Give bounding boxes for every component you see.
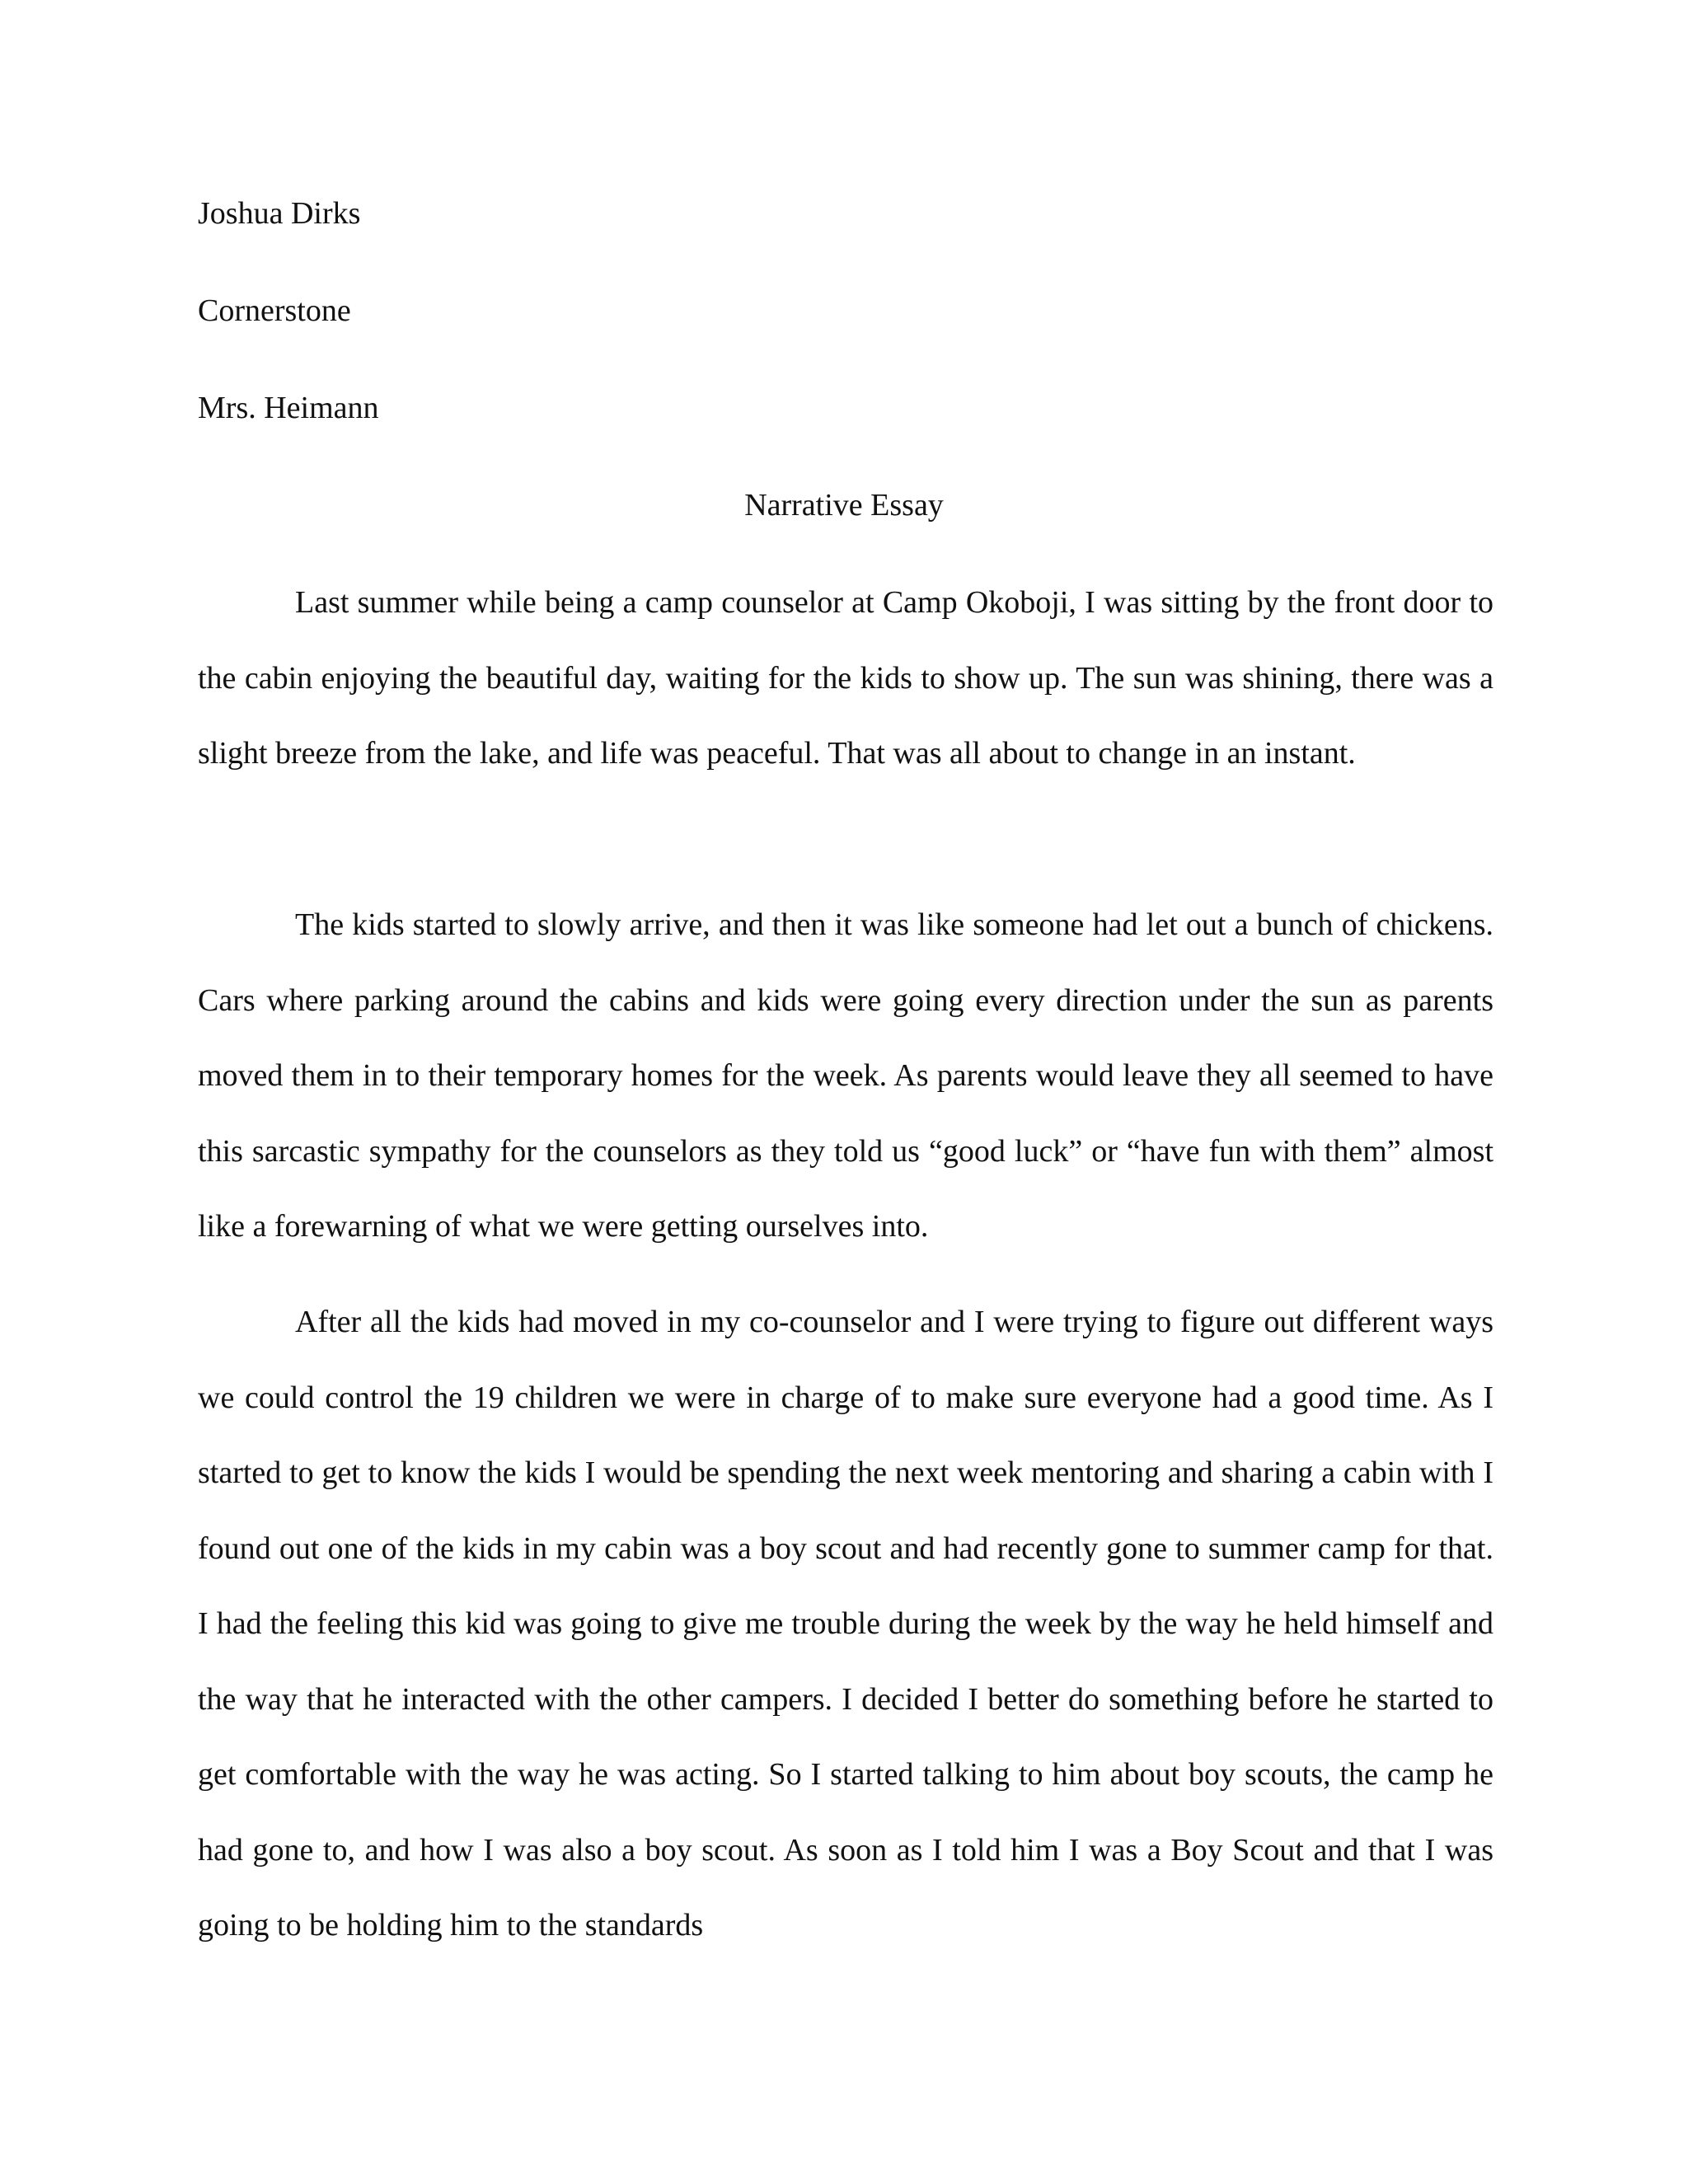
essay-title: Narrative Essay	[744, 488, 944, 523]
paragraph: After all the kids had moved in my co-counselor and I were trying to figure out different ways we could control the 19 children we were in charge of to make sure everyone had a good time. As I started to get to know the kids I would be spending the next week mentoring and sharing a cabin with I found out one of the kids in my cabin was a boy scout and had recently gone to summer camp for that. I had the feeling this kid was going to give me trouble during the week by the way he held himself and the way that he interacted with the other campers. I decided I better do something before he started to get comfortable with the way he was acting. So I started talking to him about boy scouts, the camp he had gone to, and how I was also a boy scout. As soon as I told him I was a Boy Scout and that I was going to be holding him to the standards	[198, 1305, 1493, 1943]
teacher-name: Mrs. Heimann	[198, 391, 379, 425]
paragraph: Last summer while being a camp counselor at Camp Okoboji, I was sitting by the front door to the cabin enjoying the beautiful day, waiting for the kids to show up. The sun was shining, there was a slight breeze from the lake, and life was peaceful. That was all about to change in an instant.	[198, 585, 1493, 771]
author-name: Joshua Dirks	[198, 196, 361, 231]
course-name: Cornerstone	[198, 293, 351, 328]
paragraph: The kids started to slowly arrive, and then it was like someone had let out a bunch of chickens. Cars where parking around the cabins and kids were going every direction under the sun as parents moved them in to their temporary homes for the week. As parents would leave they all seemed to have this sarcastic sympathy for the counselors as they told us “good luck” or “have fun with them” almost like a forewarning of what we were getting ourselves into.	[198, 907, 1493, 1244]
